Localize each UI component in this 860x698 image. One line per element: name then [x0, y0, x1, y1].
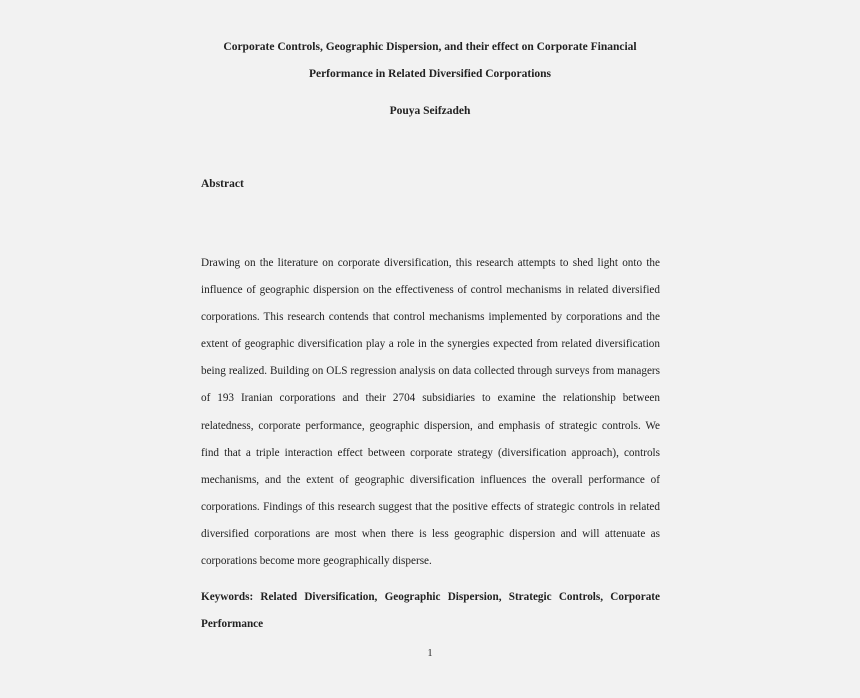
author-name: Pouya Seifzadeh [389, 105, 471, 117]
paper-title-line-1: Corporate Controls, Geographic Dispersion, and their effect on Corporate Financial [223, 41, 637, 53]
page-number: 1 [427, 648, 433, 659]
abstract-body: Drawing on the literature on corporate diversification, this research attempts to shed light onto the influence of geographic dispersion on the effectiveness of control mechanisms in related diversified corporations. This research contends that control mechanisms implemented by corporations and the extent of geographic diversification play a role in the synergies expected from related diversification being realized. Building on OLS regression analysis on data collected through surveys from managers of 193 Iranian corporations and their 2704 subsidiaries to examine the relationship between relatedness, corporate performance, geographic dispersion, and emphasis of strategic controls. We find that a triple interaction effect between corporate strategy (diversification approach), controls mechanisms, and the extent of geographic diversification influences the overall performance of corporations. Findings of this research suggest that the positive effects of strategic controls in related diversified corporations are most when there is less geographic dispersion and will attenuate as corporations become more geographically disperse. [201, 257, 660, 568]
paper-title-line-2: Performance in Related Diversified Corporations [308, 68, 552, 80]
keywords: Keywords: Related Diversification, Geographic Dispersion, Strategic Controls, Corporate Performance [201, 591, 660, 630]
abstract-heading: Abstract [201, 178, 244, 190]
